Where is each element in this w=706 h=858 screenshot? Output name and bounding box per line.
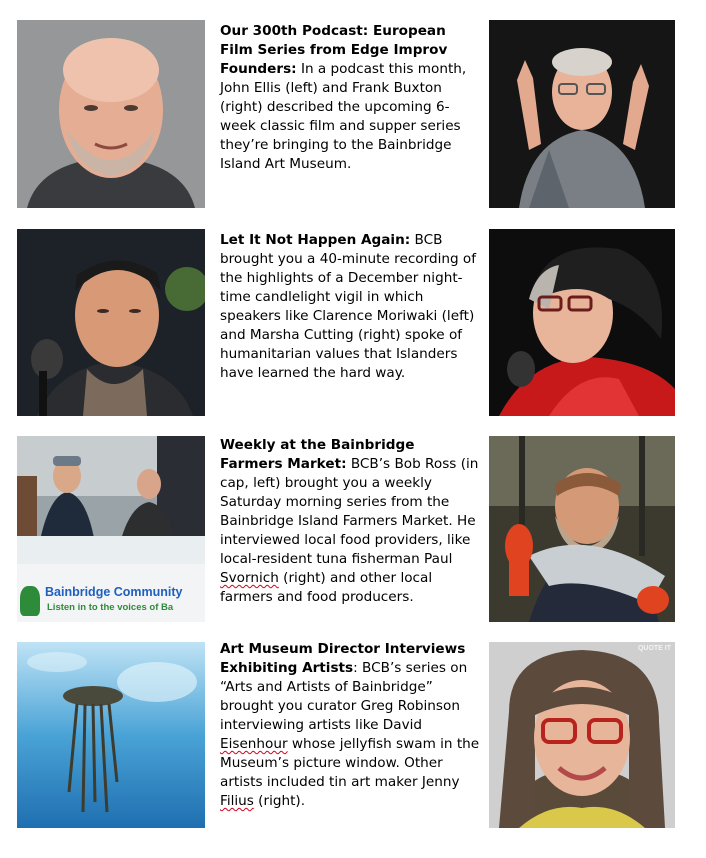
story-body: In a podcast this month, John Ellis (left) and Frank Buxton (right) described the upcoming 6-week classic film and supper series they’re bringing to the Bainbridge Island Art Museum. bbox=[220, 61, 467, 172]
story-text-1 bbox=[220, 22, 480, 174]
photo-frank-buxton bbox=[489, 20, 675, 208]
story-headline: Weekly at the Bainbridge Farmers Market: bbox=[220, 437, 415, 472]
story-text-2 bbox=[220, 231, 480, 383]
story-headline: Art Museum Director Interviews Exhibiting Artists bbox=[220, 641, 466, 676]
story-body: BCB brought you a 40-minute recording of the highlights of a December night-time candlelight vigil in which speakers like Clarence Moriwaki (left) and Marsha Cutting (right) spoke of humanitarian values that Islanders have learned the hard way. bbox=[220, 232, 477, 381]
banner bbox=[17, 582, 205, 622]
misspelled-word: Filius bbox=[220, 793, 254, 809]
banner-subtitle: Listen in to the voices of Ba bbox=[47, 602, 174, 613]
story-headline: Let It Not Happen Again: bbox=[220, 232, 411, 248]
photo-marsha-cutting bbox=[489, 229, 675, 416]
photo-jellyfish bbox=[17, 642, 205, 828]
story-body: whose jellyfish swam in the Museum’s picture window. Other artists included tin art maker Jenny bbox=[220, 736, 480, 790]
photo-jenny-filius bbox=[489, 642, 675, 828]
story-body: : BCB’s series on “Arts and Artists of Bainbridge” brought you curator Greg Robinson interviewing artists like David bbox=[220, 660, 468, 733]
misspelled-word: Eisenhour bbox=[220, 736, 288, 752]
story-body: (right) and other local farmers and food producers. bbox=[220, 570, 433, 605]
photo-john-ellis bbox=[17, 20, 205, 208]
banner-title: Bainbridge Community bbox=[45, 585, 183, 599]
photo-bob-ross-market bbox=[17, 436, 205, 622]
story-text-3 bbox=[220, 436, 480, 607]
story-text-4 bbox=[220, 640, 480, 811]
misspelled-word: Svornich bbox=[220, 570, 279, 586]
story-headline: Our 300th Podcast: European Film Series from Edge Improv Founders: bbox=[220, 23, 448, 77]
story-body: (right). bbox=[253, 793, 306, 809]
banner-logo-icon bbox=[20, 586, 40, 616]
photo-paul-svornich bbox=[489, 436, 675, 622]
photo-clarence-moriwaki bbox=[17, 229, 205, 416]
watermark: QUOTE IT bbox=[637, 645, 671, 652]
story-body: BCB’s Bob Ross (in cap, left) brought you a weekly Saturday morning series from the Bainbridge Island Farmers Market. He interviewed local food providers, like local-resident tuna fisherman Paul bbox=[220, 456, 479, 567]
